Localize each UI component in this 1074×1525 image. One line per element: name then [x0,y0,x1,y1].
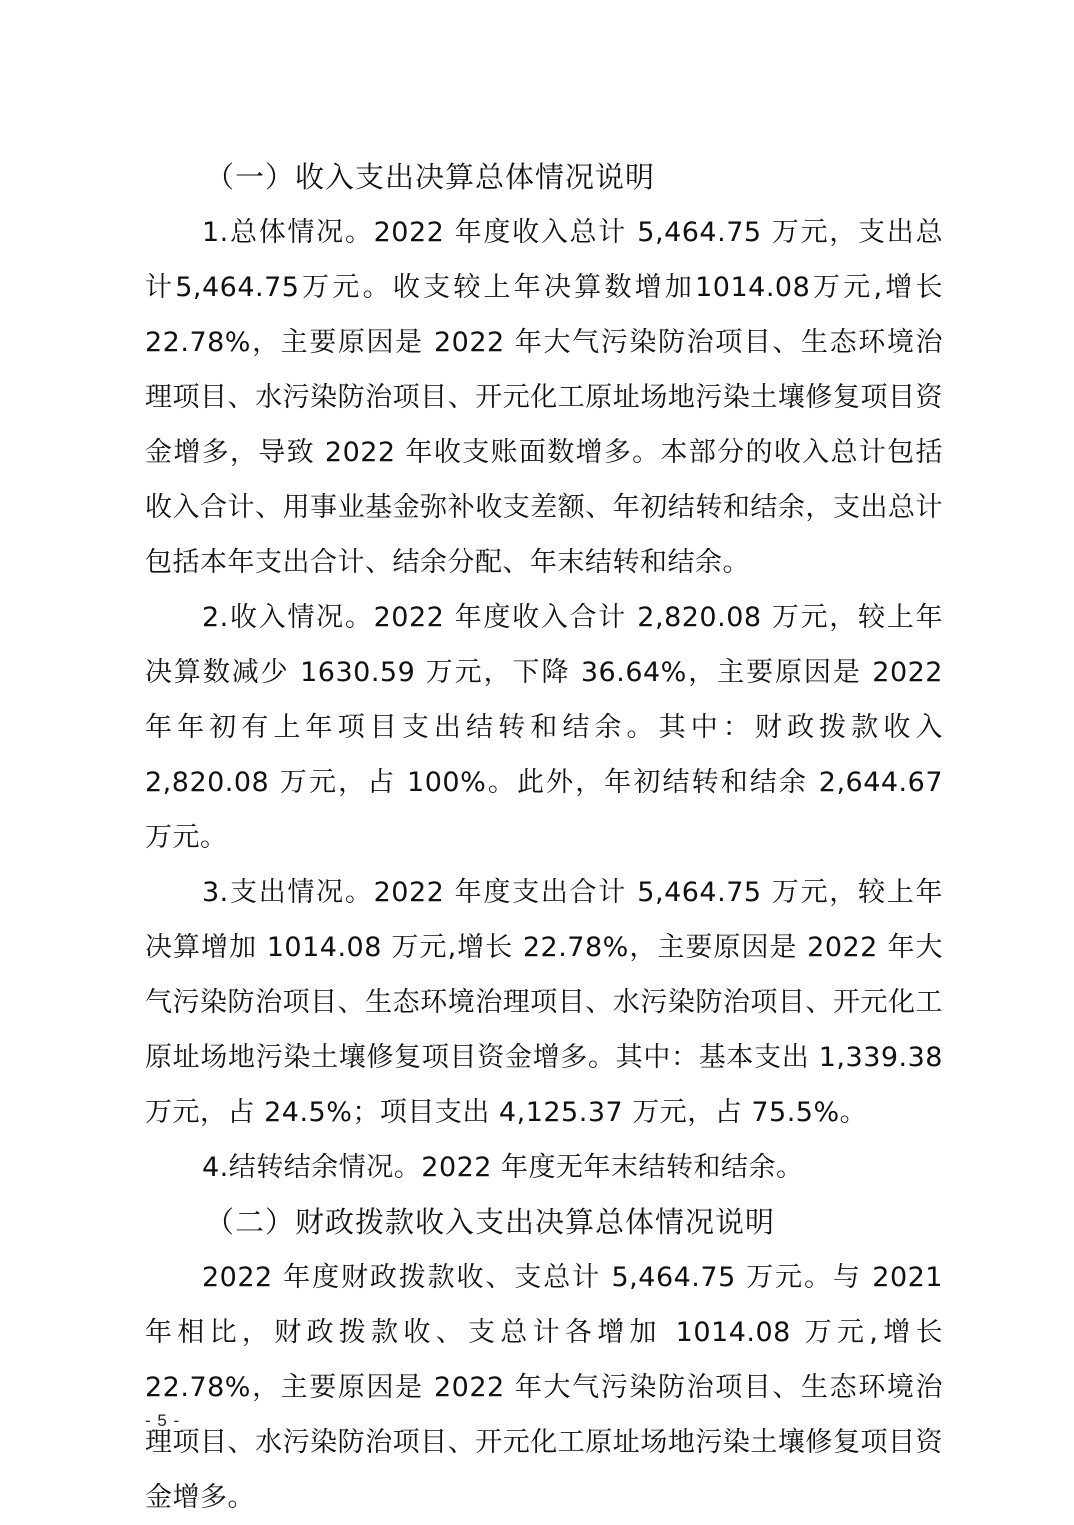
page-number: - 5 - [145,1411,181,1430]
document-body [145,150,943,1525]
paragraph-carryover: 4.结转结余情况。2022 年度无年末结转和结余。 [202,1152,804,1183]
paragraph-income: 2.收入情况。2022 年度收入合计 2,820.08 万元，较上年决算数减少 1630.59 万元，下降 36.64%，主要原因是 2022 年年初有上年项目支出结转和结余。其中：财政拨款收入 2,820.08 万元，占 100%。此外，年初结转和结余 2,644.67 万元。 [145,602,943,853]
paragraph-fiscal-appropriation: 2022 年度财政拨款收、支总计 5,464.75 万元。与 2021 年相比，财政拨款收、支总计各增加 1014.08 万元,增长 22.78%，主要原因是 2022 年大气污染防治项目、生态环境治理项目、水污染防治项目、开元化工原址场地污染土壤修复项目资金增多。 [145,1262,943,1513]
section-1-heading: （一）收入支出决算总体情况说明 [205,160,656,194]
section-2-heading: （二）财政拨款收入支出决算总体情况说明 [205,1205,776,1239]
paragraph-overall: 1.总体情况。2022 年度收入总计 5,464.75 万元，支出总计5,464.75万元。收支较上年决算数增加1014.08万元,增长22.78%，主要原因是 2022 年大气污染防治项目、生态环境治理项目、水污染防治项目、开元化工原址场地污染土壤修复项目资金增多，导致 2022 年收支账面数增多。本部分的收入总计包括收入合计、用事业基金弥补收支差额、年初结转和结余，支出总计包括本年支出合计、结余分配、年末结转和结余。 [145,217,943,578]
paragraph-expenditure: 3.支出情况。2022 年度支出合计 5,464.75 万元，较上年决算增加 1014.08 万元,增长 22.78%，主要原因是 2022 年大气污染防治项目、生态环境治理项目、水污染防治项目、开元化工原址场地污染土壤修复项目资金增多。其中：基本支出 1,339.38 万元，占 24.5%；项目支出 4,125.37 万元，占 75.5%。 [145,877,943,1128]
